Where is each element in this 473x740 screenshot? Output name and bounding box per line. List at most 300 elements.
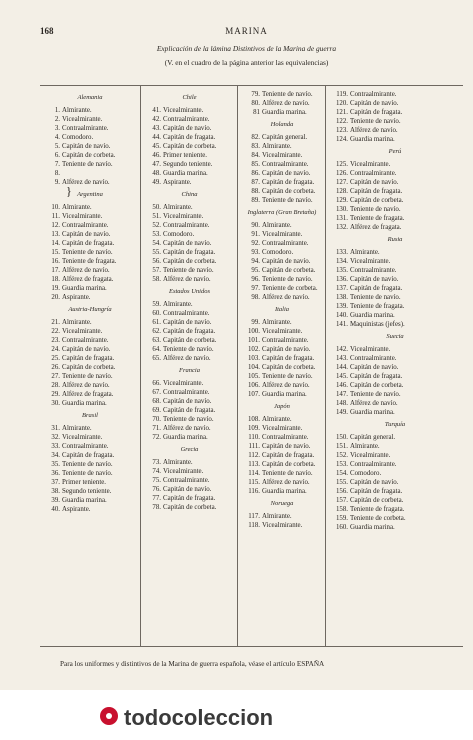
index-entry bbox=[141, 397, 238, 406]
index-entry bbox=[40, 266, 140, 275]
index-entry bbox=[326, 214, 464, 223]
entry-rank: Almirante. bbox=[62, 425, 92, 432]
section-title: Estados Unidos bbox=[169, 288, 210, 295]
entry-rank: Capitán de corbeta. bbox=[163, 337, 217, 344]
section-title: Alemania bbox=[77, 94, 103, 101]
entry-rank: Contraalmirante. bbox=[262, 161, 309, 168]
entry-rank: Vicealmirante. bbox=[62, 116, 103, 123]
entry-rank: Guardia marina. bbox=[163, 434, 208, 441]
entry-number: 14. bbox=[51, 240, 60, 247]
index-entry bbox=[141, 230, 238, 239]
entry-number: 98. bbox=[251, 294, 260, 301]
index-entry bbox=[238, 108, 326, 117]
watermark-text: todocoleccion bbox=[124, 705, 274, 730]
entry-number: 15. bbox=[51, 249, 60, 256]
entry-number: 82. bbox=[251, 134, 260, 141]
entry-number: 118. bbox=[248, 522, 260, 529]
index-entry bbox=[40, 460, 140, 469]
entry-rank: Aspirante. bbox=[62, 506, 91, 513]
entry-number: 158. bbox=[335, 506, 348, 513]
index-entry bbox=[238, 275, 326, 284]
index-entry bbox=[141, 178, 238, 187]
index-entry bbox=[40, 442, 140, 451]
entry-rank: Contraalmirante. bbox=[262, 240, 309, 247]
entry-rank: Guardia marina. bbox=[350, 136, 395, 143]
entry-rank: Segundo teniente. bbox=[163, 161, 213, 168]
entry-number: 107. bbox=[247, 391, 260, 398]
entry-rank: Teniente de navío. bbox=[262, 197, 313, 204]
index-entry bbox=[141, 379, 238, 388]
entry-number: 40. bbox=[51, 506, 60, 513]
index-entry bbox=[40, 293, 140, 302]
entry-rank: Contraalmirante. bbox=[163, 389, 210, 396]
entry-rank: Almirante. bbox=[350, 249, 380, 256]
entry-number: 72. bbox=[152, 434, 161, 441]
entry-number: 28. bbox=[51, 382, 60, 389]
index-entry bbox=[141, 239, 238, 248]
entry-rank: Contraalmirante. bbox=[62, 222, 109, 229]
index-entry bbox=[141, 275, 238, 284]
entry-rank: Capitán de fragata. bbox=[163, 328, 216, 335]
entry-rank: Capitán de fragata. bbox=[262, 452, 315, 459]
entry-rank: Almirante. bbox=[62, 204, 92, 211]
index-entry bbox=[40, 124, 140, 133]
index-entry bbox=[326, 99, 464, 108]
entry-number: 150. bbox=[335, 434, 348, 441]
entry-number: 8. bbox=[54, 170, 60, 177]
entry-number: 63. bbox=[152, 337, 161, 344]
entry-rank: Vicealmirante. bbox=[62, 328, 103, 335]
index-entry bbox=[326, 293, 464, 302]
index-entry bbox=[326, 205, 464, 214]
entry-rank: Capitán de fragata. bbox=[350, 188, 403, 195]
entry-number: 7. bbox=[54, 161, 60, 168]
index-entry bbox=[40, 433, 140, 442]
entry-number: 148. bbox=[335, 400, 348, 407]
entry-rank: Teniente de corbeta. bbox=[350, 515, 406, 522]
index-entry bbox=[141, 169, 238, 178]
entry-rank: Capitán de corbeta. bbox=[262, 267, 316, 274]
entry-rank: Comodoro. bbox=[163, 231, 195, 238]
entry-rank: Capitán de corbeta. bbox=[350, 382, 404, 389]
index-entry bbox=[238, 345, 326, 354]
index-entry bbox=[238, 469, 326, 478]
index-entry bbox=[141, 221, 238, 230]
entry-number: 12. bbox=[51, 222, 60, 229]
index-entry bbox=[141, 494, 238, 503]
entry-number: 45. bbox=[152, 143, 161, 150]
index-entry bbox=[141, 203, 238, 212]
entry-rank: Capitán de corbeta. bbox=[163, 143, 217, 150]
entry-rank: Vicealmirante. bbox=[163, 380, 204, 387]
entry-rank: Capitán de fragata. bbox=[350, 488, 403, 495]
index-entry bbox=[238, 293, 326, 302]
section-title: Italia bbox=[274, 306, 290, 313]
index-entry bbox=[238, 133, 326, 142]
entry-number: 157. bbox=[335, 497, 348, 504]
entry-rank: Capitán de fragata. bbox=[163, 407, 216, 414]
entry-rank: Capitán de fragata. bbox=[350, 109, 403, 116]
index-entry bbox=[326, 390, 464, 399]
entry-rank: Capitán de navío. bbox=[350, 479, 399, 486]
index-entry bbox=[40, 257, 140, 266]
index-entry bbox=[141, 142, 238, 151]
entry-rank: Teniente de navío. bbox=[163, 346, 214, 353]
index-entry bbox=[326, 266, 464, 275]
index-entry bbox=[40, 212, 140, 221]
index-entry bbox=[326, 275, 464, 284]
index-entry bbox=[238, 230, 326, 239]
section-title: Inglaterra (Gran Bretaña) bbox=[247, 209, 317, 216]
entry-number: 129. bbox=[335, 197, 348, 204]
entry-number: 123. bbox=[335, 127, 348, 134]
index-entry bbox=[326, 363, 464, 372]
page-header bbox=[40, 26, 453, 40]
index-entry bbox=[141, 476, 238, 485]
index-entry bbox=[40, 496, 140, 505]
page-number: 168 bbox=[40, 26, 54, 36]
index-entry bbox=[238, 363, 326, 372]
entry-number: 29. bbox=[51, 391, 60, 398]
entry-rank: Segundo teniente. bbox=[62, 488, 112, 495]
entry-number: 66. bbox=[152, 380, 161, 387]
index-entry bbox=[40, 151, 140, 160]
entry-rank: Teniente de navío. bbox=[262, 276, 313, 283]
section-title: Suecia bbox=[386, 333, 404, 340]
entry-number: 83. bbox=[251, 143, 260, 150]
entry-rank: Vicealmirante. bbox=[262, 152, 303, 159]
index-entry bbox=[141, 503, 238, 512]
entry-rank: Capitán de fragata. bbox=[350, 373, 403, 380]
entry-rank: Guardia marina. bbox=[350, 409, 395, 416]
entry-number: 23. bbox=[51, 337, 60, 344]
entry-number: 81 bbox=[253, 109, 260, 116]
index-entry bbox=[141, 266, 238, 275]
entry-number: 103. bbox=[247, 355, 260, 362]
index-entry bbox=[238, 178, 326, 187]
entry-rank: Comodoro. bbox=[62, 134, 94, 141]
index-entry bbox=[40, 284, 140, 293]
entry-number: 108. bbox=[247, 416, 260, 423]
entry-number: 21. bbox=[51, 319, 60, 326]
entry-number: 56. bbox=[152, 258, 161, 265]
index-entry bbox=[238, 433, 326, 442]
entry-number: 77. bbox=[152, 495, 161, 502]
index-column-4 bbox=[325, 86, 464, 646]
entry-rank: Teniente de navío. bbox=[62, 373, 113, 380]
index-entry bbox=[326, 257, 464, 266]
entry-number: 149. bbox=[335, 409, 348, 416]
entry-rank: Guardia marina. bbox=[62, 285, 107, 292]
index-entry bbox=[326, 460, 464, 469]
entry-rank: Alférez de navío. bbox=[163, 276, 211, 283]
index-entry bbox=[40, 248, 140, 257]
entry-number: 93. bbox=[251, 249, 260, 256]
entry-rank: Almirante. bbox=[262, 319, 292, 326]
index-entry bbox=[40, 336, 140, 345]
entry-rank: Teniente de navío. bbox=[262, 91, 313, 98]
entry-rank: Teniente de navío. bbox=[62, 461, 113, 468]
entry-rank: Capitán de navío. bbox=[163, 486, 212, 493]
index-entry bbox=[141, 345, 238, 354]
entry-rank: Capitán de corbeta. bbox=[163, 504, 217, 511]
entry-rank: Alférez de fragata. bbox=[62, 391, 114, 398]
index-entry bbox=[40, 451, 140, 460]
entry-number: 62. bbox=[152, 328, 161, 335]
entry-rank: Capitán de navío. bbox=[163, 240, 212, 247]
entry-number: 22. bbox=[51, 328, 60, 335]
plate-caption-note: (V. en el cuadro de la página anterior las equivalencias) bbox=[164, 58, 329, 67]
index-entry bbox=[40, 487, 140, 496]
entry-number: 32. bbox=[51, 434, 60, 441]
entry-number: 113. bbox=[248, 461, 260, 468]
entry-rank: Almirante. bbox=[163, 204, 193, 211]
entry-rank: Contraalmirante. bbox=[350, 170, 397, 177]
entry-rank: Guardia marina. bbox=[262, 391, 307, 398]
index-entry bbox=[326, 126, 464, 135]
index-entry bbox=[141, 388, 238, 397]
entry-number: 138. bbox=[335, 294, 348, 301]
entry-number: 5. bbox=[54, 143, 60, 150]
index-entry bbox=[238, 169, 326, 178]
entry-number: 43. bbox=[152, 125, 161, 132]
entry-rank: Comodoro. bbox=[262, 249, 294, 256]
entry-number: 68. bbox=[152, 398, 161, 405]
entry-number: 27. bbox=[51, 373, 60, 380]
index-column-2 bbox=[140, 86, 238, 646]
entry-number: 92. bbox=[251, 240, 260, 247]
index-entry bbox=[238, 266, 326, 275]
index-entry bbox=[141, 115, 238, 124]
index-entry bbox=[141, 433, 238, 442]
entry-number: 65. bbox=[152, 355, 161, 362]
entry-rank: Capitán de navío. bbox=[62, 346, 111, 353]
entry-rank: Contraalmirante. bbox=[62, 125, 109, 132]
entry-rank: Capitán de corbeta. bbox=[262, 461, 316, 468]
section-title: China bbox=[181, 191, 198, 198]
entry-number: 136. bbox=[335, 276, 348, 283]
entry-rank: Teniente de navío. bbox=[350, 206, 401, 213]
entry-number: 130. bbox=[335, 206, 348, 213]
index-entry bbox=[141, 354, 238, 363]
entry-number: 159. bbox=[335, 515, 348, 522]
entry-number: 78. bbox=[152, 504, 161, 511]
index-entry bbox=[238, 354, 326, 363]
entry-rank: Capitán de navío. bbox=[163, 398, 212, 405]
index-entry bbox=[238, 424, 326, 433]
index-entry bbox=[40, 424, 140, 433]
watermark-logo-icon bbox=[100, 707, 118, 725]
entry-number: 100. bbox=[247, 328, 260, 335]
entry-number: 11. bbox=[51, 213, 60, 220]
entry-number: 128. bbox=[335, 188, 348, 195]
entry-number: 44. bbox=[152, 134, 161, 141]
entry-number: 31. bbox=[51, 425, 60, 432]
entry-rank: Primer teniente. bbox=[62, 479, 107, 486]
index-entry bbox=[326, 505, 464, 514]
entry-rank: Guardia marina. bbox=[262, 488, 307, 495]
index-entry bbox=[141, 300, 238, 309]
index-entry bbox=[238, 284, 326, 293]
index-entry bbox=[326, 248, 464, 257]
index-entry bbox=[238, 99, 326, 108]
entry-rank: Almirante. bbox=[350, 443, 380, 450]
entry-number: 147. bbox=[335, 391, 348, 398]
entry-rank: Teniente de navío. bbox=[163, 267, 214, 274]
index-entry bbox=[326, 442, 464, 451]
entry-rank: Capitán de navío. bbox=[262, 346, 311, 353]
entry-number: 152. bbox=[335, 452, 348, 459]
entry-rank: Contraalmirante. bbox=[350, 91, 397, 98]
index-entry bbox=[238, 142, 326, 151]
entry-number: 20. bbox=[51, 294, 60, 301]
entry-rank: Vicealmirante. bbox=[163, 107, 204, 114]
index-entry bbox=[238, 160, 326, 169]
index-entry bbox=[40, 169, 140, 178]
entry-number: 124. bbox=[335, 136, 348, 143]
entry-rank: Capitán general. bbox=[262, 134, 308, 141]
index-entry bbox=[40, 354, 140, 363]
entry-rank: Almirante. bbox=[62, 319, 92, 326]
index-entry bbox=[326, 399, 464, 408]
index-entry bbox=[326, 496, 464, 505]
index-entry bbox=[326, 108, 464, 117]
index-entry bbox=[238, 90, 326, 99]
index-entry bbox=[238, 221, 326, 230]
entry-rank: Maquinistas (jefes). bbox=[350, 321, 405, 328]
index-entry bbox=[40, 230, 140, 239]
entry-number: 55. bbox=[152, 249, 161, 256]
entry-number: 97. bbox=[251, 285, 260, 292]
entry-rank: Teniente de fragata. bbox=[350, 303, 405, 310]
entry-number: 4. bbox=[54, 134, 60, 141]
index-entry bbox=[40, 345, 140, 354]
insignia-index-grid bbox=[40, 85, 463, 647]
entry-number: 76. bbox=[152, 486, 161, 493]
entry-rank: Vicealmirante. bbox=[350, 452, 391, 459]
entry-number: 50. bbox=[152, 204, 161, 211]
entry-number: 94. bbox=[251, 258, 260, 265]
entry-rank: Guardia marina. bbox=[163, 170, 208, 177]
index-entry bbox=[326, 487, 464, 496]
index-entry bbox=[40, 390, 140, 399]
entry-rank: Capitán de navío. bbox=[62, 143, 111, 150]
entry-rank: Alférez de navío. bbox=[350, 127, 398, 134]
entry-number: 60. bbox=[152, 310, 161, 317]
entry-number: 88. bbox=[251, 188, 260, 195]
index-entry bbox=[238, 415, 326, 424]
entry-number: 33. bbox=[51, 443, 60, 450]
section-title: Grecia bbox=[180, 446, 199, 453]
index-entry bbox=[238, 248, 326, 257]
entry-rank: Alférez de navío. bbox=[262, 100, 310, 107]
entry-number: 131. bbox=[335, 215, 348, 222]
index-entry bbox=[40, 106, 140, 115]
entry-number: 2. bbox=[54, 116, 60, 123]
entry-number: 37. bbox=[51, 479, 60, 486]
index-entry bbox=[40, 327, 140, 336]
entry-number: 134. bbox=[335, 258, 348, 265]
entry-rank: Capitán de fragata. bbox=[62, 355, 115, 362]
entry-rank: Alférez de navío. bbox=[350, 400, 398, 407]
entry-rank: Capitán de corbeta. bbox=[350, 197, 404, 204]
entry-rank: Almirante. bbox=[262, 143, 292, 150]
entry-number: 17. bbox=[51, 267, 60, 274]
entry-number: 151. bbox=[335, 443, 348, 450]
index-entry bbox=[326, 302, 464, 311]
index-entry bbox=[141, 160, 238, 169]
entry-rank: Alférez de navío. bbox=[163, 355, 211, 362]
entry-rank: Capitán de navío. bbox=[62, 231, 111, 238]
index-entry bbox=[238, 318, 326, 327]
index-entry bbox=[326, 408, 464, 417]
entry-number: 117. bbox=[248, 513, 260, 520]
entry-rank: Teniente de navío. bbox=[62, 470, 113, 477]
entry-rank: Almirante. bbox=[62, 107, 92, 114]
entry-rank: Aspirante. bbox=[62, 294, 91, 301]
entry-number: 39. bbox=[51, 497, 60, 504]
entry-rank: Capitán de fragata. bbox=[163, 495, 216, 502]
running-title: MARINA bbox=[225, 26, 268, 36]
entry-rank: Alférez de navío. bbox=[163, 425, 211, 432]
entry-rank: Aspirante. bbox=[163, 179, 192, 186]
entry-rank: Alférez de fragata. bbox=[350, 224, 402, 231]
entry-number: 140. bbox=[335, 312, 348, 319]
index-entry bbox=[141, 406, 238, 415]
entry-rank: Teniente de navío. bbox=[350, 294, 401, 301]
index-entry bbox=[40, 478, 140, 487]
index-entry bbox=[238, 521, 326, 530]
entry-rank: Teniente de navío. bbox=[350, 118, 401, 125]
entry-number: 145. bbox=[335, 373, 348, 380]
entry-rank: Capitán de corbeta. bbox=[262, 364, 316, 371]
index-entry bbox=[141, 336, 238, 345]
entry-rank: Teniente de navío. bbox=[62, 161, 113, 168]
index-entry bbox=[326, 372, 464, 381]
entry-rank: Primer teniente. bbox=[163, 152, 208, 159]
index-entry bbox=[238, 451, 326, 460]
entry-rank: Vicealmirante. bbox=[163, 213, 204, 220]
section-title: Holanda bbox=[270, 121, 294, 128]
entry-number: 67. bbox=[152, 389, 161, 396]
index-entry bbox=[326, 90, 464, 99]
section-title: Austria-Hungría bbox=[68, 306, 112, 313]
entry-number: 160. bbox=[335, 524, 348, 531]
section-title: Rusia bbox=[387, 236, 403, 243]
entry-rank: Capitán de corbeta. bbox=[350, 497, 404, 504]
index-entry bbox=[326, 320, 464, 329]
entry-rank: Alférez de navío. bbox=[262, 479, 310, 486]
entry-rank: Vicealmirante. bbox=[350, 161, 391, 168]
entry-rank: Contraalmirante. bbox=[350, 355, 397, 362]
entry-rank: Vicealmirante. bbox=[350, 258, 391, 265]
entry-number: 114. bbox=[248, 470, 260, 477]
entry-number: 51. bbox=[152, 213, 161, 220]
index-entry bbox=[40, 399, 140, 408]
index-entry bbox=[326, 451, 464, 460]
entry-number: 25. bbox=[51, 355, 60, 362]
index-entry bbox=[326, 523, 464, 532]
entry-number: 30. bbox=[51, 400, 60, 407]
index-entry bbox=[141, 467, 238, 476]
index-entry bbox=[326, 381, 464, 390]
entry-rank: Capitán de fragata. bbox=[163, 134, 216, 141]
entry-number: 69. bbox=[152, 407, 161, 414]
entry-rank: Vicealmirante. bbox=[62, 213, 103, 220]
entry-number: 126. bbox=[335, 170, 348, 177]
entry-number: 125. bbox=[335, 161, 348, 168]
section-title: Chile bbox=[182, 94, 197, 101]
